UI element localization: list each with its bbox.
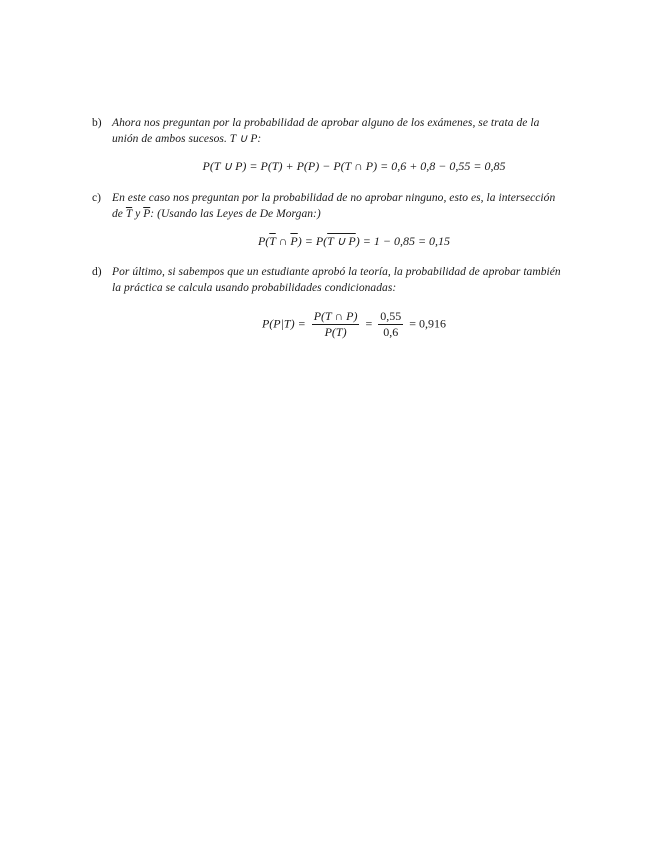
item-d-eq-mid: = [365, 316, 373, 331]
item-d-marker: d) [92, 266, 102, 278]
item-c-eq-p: $\overline{P}$ [290, 234, 298, 248]
item-c-line2 [112, 206, 616, 222]
item-d-fraction-2 [378, 309, 403, 340]
item-b-equation: P(T ∪ P) = P(T) + P(P) − P(T ∩ P) = 0,6 + 0,8 − 0,55 = 0,85 [202, 159, 506, 173]
item-b-line2: unión de ambos sucesos. T ∪ P: [112, 133, 262, 145]
item-c-line1: En este caso nos preguntan por la probabilidad de no aprobar ninguno, esto es, la intersección [112, 192, 556, 204]
item-d-eq-lhs: P(P|T) = [261, 316, 306, 331]
item-d-equation [92, 309, 616, 340]
item-c-text [112, 190, 616, 222]
item-c-eq-rest: ) = 1 − 0,85 = 0,15 [355, 234, 451, 248]
item-d-fraction-1 [312, 309, 360, 340]
item-d-eq-rhs: = 0,916 [409, 316, 447, 331]
item-c-eq-t: $\overline{T}$ [269, 234, 276, 248]
item-c-eq-close: ) = P( [297, 234, 328, 248]
item-d [92, 264, 616, 296]
item-c [92, 190, 616, 222]
item-c-eq-lhs: P( [257, 234, 270, 248]
item-b-text [112, 115, 616, 147]
item-d-frac1-denominator: P(T) [324, 325, 347, 339]
item-c-line2-prefix: de [112, 208, 123, 220]
item-b-marker: b) [92, 117, 102, 129]
item-c-t-complement: $\overline{T}$ [125, 208, 133, 220]
item-b [92, 115, 616, 147]
item-c-line2-suffix: : (Usando las Leyes de De Morgan:) [150, 208, 321, 220]
item-c-eq-union: T ∪ P [327, 234, 356, 248]
item-d-line1: Por último, si sabempos que un estudiante aprobó la teoría, la probabilidad de aprobar también [112, 266, 561, 278]
item-b-line1: Ahora nos preguntan por la probabilidad de aprobar alguno de los exámenes, se trata de la [112, 117, 540, 129]
item-d-frac2-denominator: 0,6 [383, 325, 399, 339]
item-c-and: y [135, 208, 141, 220]
item-c-eq-cap: ∩ [275, 234, 291, 248]
item-d-frac2-numerator: 0,55 [380, 309, 402, 323]
item-c-marker: c) [92, 192, 101, 204]
item-c-p-complement: $\overline{P}$ [143, 208, 151, 220]
item-d-line2: la práctica se calcula usando probabilidades condicionadas: [112, 282, 397, 294]
item-d-text [112, 264, 616, 296]
item-d-frac1-numerator: P(T ∩ P) [313, 309, 358, 323]
item-c-equation [92, 232, 616, 250]
